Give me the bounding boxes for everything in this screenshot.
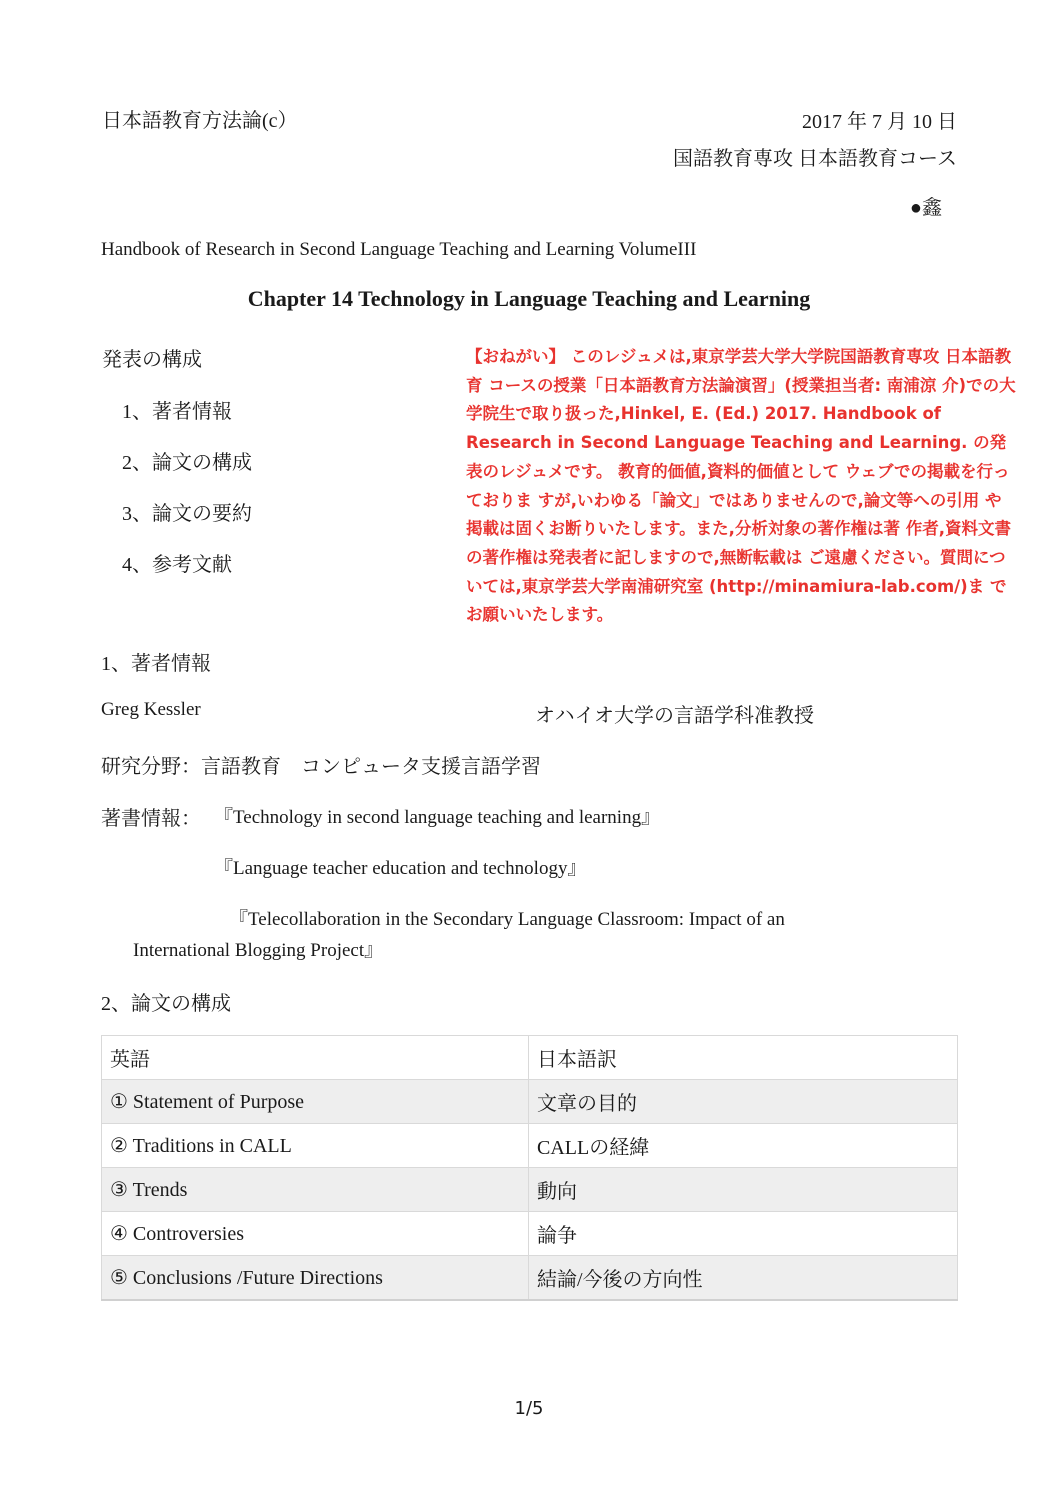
research-field: 研究分野：言語教育 コンピュータ支援言語学習 — [101, 756, 541, 778]
list-item: 1、著者情報 — [122, 401, 232, 423]
book-title: 『Technology in second language teaching and learning』 — [214, 807, 661, 828]
presentation-structure-list — [122, 395, 252, 599]
table-cell: ⑤ Conclusions /Future Directions — [102, 1256, 529, 1300]
books-label: 著書情報： — [101, 808, 201, 830]
book-title-continuation: International Blogging Project』 — [133, 940, 384, 961]
author-info-heading: 1、著者情報 — [101, 653, 211, 675]
book-title: 『Telecollaboration in the Secondary Language Classroom: Impact of an — [229, 909, 785, 930]
table-cell: ① Statement of Purpose — [102, 1080, 529, 1124]
table-header-cell: 日本語訳 — [529, 1036, 958, 1080]
table-header-row — [102, 1036, 958, 1080]
table-cell: 論争 — [529, 1212, 958, 1256]
table-row — [102, 1080, 958, 1124]
table-cell: 文章の目的 — [529, 1080, 958, 1124]
department: 国語教育専攻 日本語教育コース — [673, 148, 957, 170]
table-cell: 動向 — [529, 1168, 958, 1212]
chapter-title: Chapter 14 Technology in Language Teaching and Learning — [247, 286, 811, 311]
paper-structure-heading: 2、論文の構成 — [101, 993, 231, 1015]
list-item: 2、論文の構成 — [122, 452, 252, 474]
table-cell: ③ Trends — [102, 1168, 529, 1212]
presentation-structure-heading: 発表の構成 — [102, 349, 202, 371]
page-number: 1/5 — [514, 1398, 544, 1419]
date: 2017 年 7 月 10 日 — [802, 111, 957, 133]
structure-table — [101, 1035, 958, 1301]
table-row — [102, 1256, 958, 1300]
table-cell: ④ Controversies — [102, 1212, 529, 1256]
author-mark: ●鑫 — [909, 197, 942, 219]
header-right — [673, 104, 957, 178]
handbook-line: Handbook of Research in Second Language Teaching and Learning VolumeIII — [101, 239, 697, 260]
list-item: 3、論文の要約 — [122, 503, 252, 525]
table-cell: 結論/今後の方向性 — [529, 1256, 958, 1300]
author-name: Greg Kessler — [101, 699, 201, 720]
table-cell: ② Traditions in CALL — [102, 1124, 529, 1168]
table-cell: CALLの経緯 — [529, 1124, 958, 1168]
course-title: 日本語教育方法論(c） — [102, 110, 298, 132]
list-item: 4、参考文献 — [122, 554, 232, 576]
author-position: オハイオ大学の言語学科准教授 — [535, 705, 814, 727]
table-header-cell: 英語 — [102, 1036, 529, 1080]
table-row — [102, 1168, 958, 1212]
copyright-notice: 【おねがい】 このレジュメは,東京学芸大学大学院国語教育専攻 日本語教育 コースの授業「日本語教育方法論演習」(授業担当者: 南浦涼 介)での大学院生で取り扱った,Hinkel, E. (Ed.) 2017. Handbook of Research in Second Language Teaching and Learning. の発表のレジュメです。 教育的価値,資料的価値として ウェブでの掲載を行っておりま すが,いわゆる「論文」ではありませんので,論文等への引用 や掲載は固くお断りいたします。また,分析対象の著作権は著 作者,資料文書の著作権は発表者に記しますので,無断転載は ご遠慮ください。質問については,東京学芸大学南浦研究室 (http://minamiura-lab.com/)ま でお願いいたします。 — [466, 347, 1016, 625]
table-row — [102, 1212, 958, 1256]
table-row — [102, 1124, 958, 1168]
book-title: 『Language teacher education and technology』 — [214, 858, 587, 879]
